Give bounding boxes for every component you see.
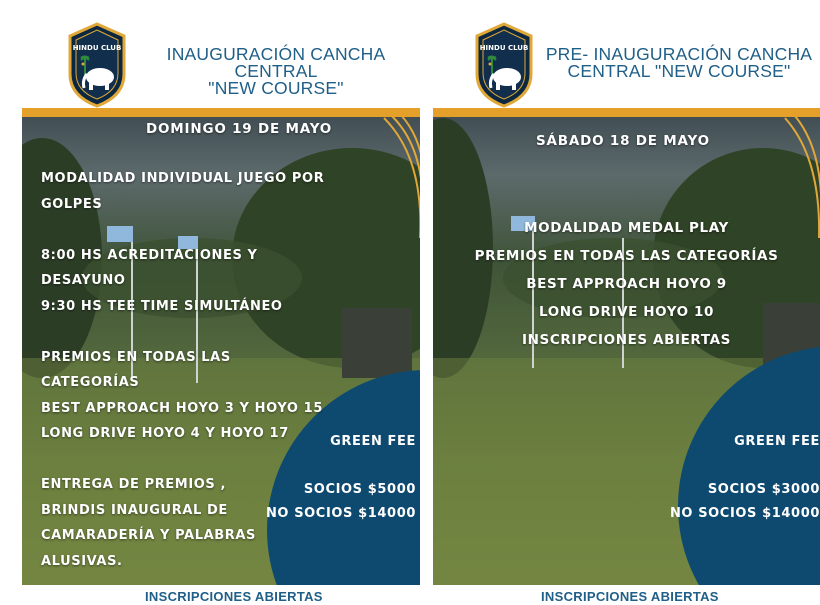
event-details — [433, 214, 820, 354]
detail-line: BRINDIS INAUGURAL DE — [41, 502, 228, 518]
detail-line: CAMARADERÍA Y PALABRAS — [41, 528, 256, 543]
detail-line: MODALIDAD INDIVIDUAL JUEGO POR — [41, 171, 325, 186]
price-no-socios: NO SOCIOS $14000 — [265, 506, 416, 521]
event-poster — [22, 108, 420, 585]
detail-spacer — [41, 217, 324, 243]
detail-line: BEST APPROACH HOYO 9 — [526, 276, 727, 292]
club-crest-icon — [67, 22, 127, 108]
registration-footer: INSCRIPCIONES ABIERTAS — [541, 589, 719, 604]
detail-line: BEST APPROACH HOYO 3 Y HOYO 15 — [41, 400, 323, 416]
svg-text:HINDU CLUB: HINDU CLUB — [479, 44, 529, 52]
flyer-header — [0, 0, 425, 110]
club-logo — [474, 22, 534, 108]
club-logo — [67, 22, 127, 108]
green-fee-label: GREEN FEE — [734, 434, 820, 449]
detail-line: INSCRIPCIONES ABIERTAS — [522, 332, 731, 348]
event-title: PRE- INAUGURACIÓN CANCHA CENTRAL "NEW COURSE" — [545, 44, 813, 81]
green-fee-label: GREEN FEE — [330, 434, 416, 449]
price-no-socios: NO SOCIOS $14000 — [669, 506, 820, 521]
detail-line: DESAYUNO — [41, 273, 126, 288]
accent-bar — [22, 108, 420, 117]
svg-text:HINDU CLUB: HINDU CLUB — [72, 44, 122, 52]
flyer-header — [425, 0, 820, 110]
detail-line: ENTREGA DE PREMIOS , — [41, 477, 227, 492]
detail-line: 9:30 HS TEE TIME SIMULTÁNEO — [41, 298, 283, 314]
detail-line: MODALIDAD MEDAL PLAY — [524, 220, 729, 236]
detail-line: PREMIOS EN TODAS LAS CATEGORÍAS — [474, 248, 779, 264]
detail-line: LONG DRIVE HOYO 4 Y HOYO 17 — [41, 426, 289, 441]
club-crest-icon — [474, 22, 534, 108]
fee-block — [266, 430, 416, 526]
detail-spacer — [41, 319, 324, 345]
detail-line: GOLPES — [41, 196, 103, 212]
accent-bar — [433, 108, 820, 117]
fee-block — [670, 430, 820, 526]
event-date: DOMINGO 19 DE MAYO — [146, 121, 333, 137]
detail-line: PREMIOS EN TODAS LAS — [41, 349, 231, 365]
registration-footer: INSCRIPCIONES ABIERTAS — [145, 589, 323, 604]
price-socios: SOCIOS $3000 — [707, 482, 820, 497]
detail-line: CATEGORÍAS — [41, 375, 140, 390]
detail-line: ALUSIVAS. — [41, 553, 123, 569]
price-socios: SOCIOS $5000 — [303, 482, 416, 497]
event-poster — [433, 108, 820, 585]
detail-line: 8:00 HS ACREDITACIONES Y — [41, 247, 258, 263]
event-title: INAUGURACIÓN CANCHA CENTRAL "NEW COURSE" — [166, 44, 386, 98]
event-date: SÁBADO 18 DE MAYO — [536, 133, 710, 149]
detail-line: LONG DRIVE HOYO 10 — [538, 304, 715, 320]
flyer-pre-inauguracion — [425, 0, 820, 605]
